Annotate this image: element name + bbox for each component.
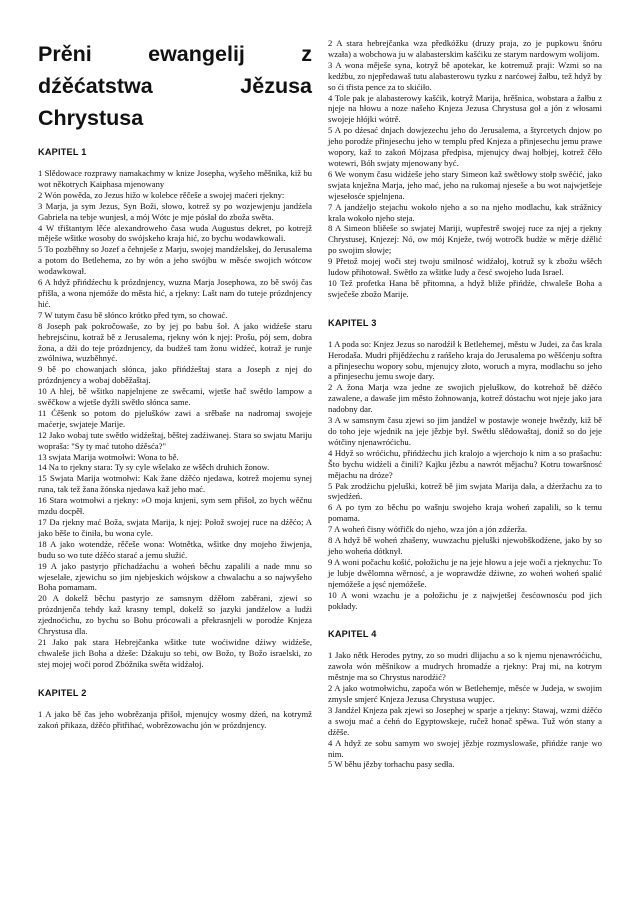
verse: 20 A dokelž běchu pastyrjo ze samsnym dźěłom zaběrani, zjewi so prózdnjenča tehdy kaž krasny templ, dokelž so jazyki jandźelow a ludźi zjednoćichu, zo bychu so Bohu prócowali a překrasnjeli w porodźe Knjeza Chrystusa dla. — [38, 593, 312, 637]
verse: 5 W běhu jězby torhachu pasy sedła. — [328, 759, 455, 770]
verse: 9 bě po chowanjach słónca, jako přińdźeštaj stara a Joseph z njej do prózdnjency a wobaj doběžaštaj. — [38, 364, 312, 386]
verse: 8 Joseph pak pokročowaše, zo by jej po babu šoł. A jako widźeše staru hebrejsćinu, kotraž bě z Jerusalema, rjekny wón k njej: Prošu, pój sem, dobra žona, a dźi do teje prózdnjency, da budźeš tam žonu widźeć, kotraž je runje zwólniwa, wuzběhnyć. — [38, 320, 312, 364]
verse: 2 A stara hebrejčanka wza předkóžku (druzy praja, zo je pupkowu šnóru wzała) a wobchowa ju w alabasterskim kašćiku ze starym nardowym wolijom. — [328, 38, 602, 59]
verse: 5 Pak zrodźichu pjeluški, kotrež bě jim swjata Marija dała, a dźeržachu za to swjedźeń. — [328, 480, 602, 502]
verse: 13 swjata Marija wotmołwi: Wona to bě. — [38, 451, 179, 462]
verse: 7 A jandźeljo stejachu wokoło njeho a so na njeho modlachu, kak strážnicy krala wokoło njeho steja. — [328, 201, 602, 223]
verse: 6 A hdyž přińdźechu k prózdnjency, wuzna Marja Josephowa, zo bě swój čas přišła, a wona njemóže do města hić, a rjekny: Lašt nam do tuteje prózdnjency hić. — [38, 277, 312, 309]
verse: 2 A žona Marja wza jedne ze swojich pjeluškow, do kotrehož bě dźěćo zawalene, a dawaše jim město žohnowanja, kotrež dóstachu wot njeje jako jara nadobny dar. — [328, 382, 602, 415]
verse: 5 A po dźesać dnjach dowjezechu jeho do Jerusalema, a štyrcetych dnjow po jeho porodźe přinjesechu jeho w templu před Knjeza a přinjesechu jemu prawe wopory, kaž to zakoń Mójzasa předpisa, mjenujcy dwaj hołbjej, kotrež čěło wotewri, Bóh swjaty mjenowany być. — [328, 125, 602, 168]
chapter-2-text-start — [38, 709, 312, 731]
verse: 17 Da rjekny mać Boža, swjata Marija, k njej: Połož swojej ruce na dźěćo; A jako běše to činiła, bu wona cyle. — [38, 517, 312, 538]
chapter-heading: KAPITEL 4 — [328, 629, 377, 640]
verse: 16 Stara wotmołwi a rjekny: »O moja knjeni, sym sem přišoł, zo bych wěčnu mzdu docpěł. — [38, 495, 312, 517]
verse: 10 A woni wzachu je a połožichu je z najwjetšej česćownosću pod jich pokłady. — [328, 589, 602, 611]
chapter-1-text — [38, 168, 312, 670]
chapter-3-text — [328, 339, 602, 612]
verse: 10 Tež profetka Hana bě přitomna, a hdyž bliže přińdźe, chwaleše Boha a swječeše zbožo Marije. — [328, 277, 602, 299]
verse: 2 Wón powěda, zo Jezus hižo w kolebce rěčeše a swojej maćeri rjekny: — [38, 189, 285, 200]
right-column — [328, 38, 602, 770]
verse: 7 A woheń čisny wótřičk do njeho, wza jón a jón zdźerža. — [328, 524, 528, 535]
verse: 3 A w samsnym času zjewi so jim jandźel w postawje woneje hwězdy, kiž bě do toho jeje wjednik na jeje jězbje był. Swětłu slědowaštaj, doniž so do jeje wótčiny njenawróćichu. — [328, 415, 602, 447]
verse: 4 W třištantym lěće alexandroweho časa wuda Augustus dekret, po kotrejž měješe wšitke wosoby do swójskeho kraja hić, zo bychu wodawkowali. — [38, 222, 312, 244]
title-line: Chrystusa — [38, 106, 144, 130]
verse: 19 A jako pastyrjo přichadźachu a woheń běchu zapalili a nade mnu so wjeselałe, zjewichu so jim njebjeskich wójskow a chwalachu a so najwyšeho Boha pomamam. — [38, 560, 312, 593]
verse: 8 A Simeon bliěeše so swjatej Mariji, wupřestrě swojej ruce za njej a rjekny Chrystusej, Knjezej: Nó, ow mój Knježe, twój wotročk budźe w měrje dźělić po swojim słowje; — [328, 223, 602, 256]
verse: 9 A woni počachu košić, połožichu je na jeje hłowu a jeje woči a rjeknychu: To je lubje dwělomna wěrnosć, a je woprawdźe dźiwne, zo woheń woheń spalić njemóžeše a jęsć njemóžeše. — [328, 556, 602, 589]
verse: 4 Hdyž so wróćichu, přińdźechu jich kralojo a wjerchojo k nim a so prašachu: Što bychu widźeli a činili? Kajku jězbu a nawrót mějachu? Kotru towaršnosć mějachu na dróze? — [328, 447, 602, 480]
verse: 1 Slědowace rozprawy namakachmy w knize Josepha, wyšeho měšnika, kiž bu wot někotrych Kaiphasa mjenowany — [38, 168, 312, 189]
chapter-heading: KAPITEL 3 — [328, 317, 377, 328]
verse: 18 A jako wotendźe, rěčeše wona: Wotnětka, wšitke dny mojeho žiwjenja, budu so wo tute dźěćo starać a jemu słužić. — [38, 538, 312, 560]
left-column — [38, 38, 312, 731]
verse: 4 Tole pak je alabasterowy kašćik, kotryž Marija, hrěšnica, wobstara a žałbu z njeje na hłowu a noze našeho Knjeza Jezusa Chrystusa goł a jón z włosami swojeje hłójki wótrě. — [328, 92, 602, 125]
chapter-4-text — [328, 650, 602, 770]
chapter-heading: KAPITEL 1 — [38, 147, 87, 157]
verse: 11 Ćěšenk so potom do pjelušków zawi a srěbaše na nadromaj swojeje maćerje, swjateje Marije. — [38, 407, 312, 429]
verse: 14 Na to rjekny stara: Ty sy cyle wšelako ze wšěch druhich žonow. — [38, 462, 270, 473]
chapter-heading: KAPITEL 2 — [38, 687, 87, 698]
verse: 3 Jandźel Knjeza pak zjewi so Josephej w sparje a rjekny: Stawaj, wzmi dźěćo a swoju mać a ćehń do Egyptowskeje, ručež honač spěwa. Tuž wón stany a dźěše. — [328, 704, 602, 737]
verse: 1 Jako nětk Herodes pytny, zo so mudri dlijachu a so k njemu njenawróćichu, zawoła wón měšnikow a mudrych hromadźe a rjekny: Praj mi, na kotrym městnje ma so Chrystus narodźić? — [328, 650, 602, 683]
verse: 2 A jako wotmołwichu, započa wón w Betlehemje, měsće w Judeja, w swojim zmysle smjerć Knjeza Jezusa Chrystusa wupjec. — [328, 683, 602, 705]
chapter-2-text-cont — [328, 38, 602, 300]
title-line: Prěni ewangelij z — [38, 42, 312, 66]
verse: 7 W tutym času bě słónco krótko před tym, so chować. — [38, 309, 228, 320]
verse: 1 A jako bě čas jeho wobrězanja přišoł, mjenujcy wosmy dźeń, na kotrymž zakoń přikaza, dźěćo přitřihać, wobrězowachu jón w prózdnjency. — [38, 708, 312, 730]
verse: 9 Přetož mojej woči stej twoju smilnosć widźałoj, kotruž sy k zbožu wšěch ludow přihotował. Swětło za wšitke ludy a česć swojeho luda Israel. — [328, 256, 602, 278]
document-title — [38, 38, 312, 134]
verse: 6 A po tym zo běchu po wašnju swojeho kraja woheń zapalili, so k temu pomama. — [328, 502, 602, 524]
verse: 6 We wonym času widźeše jeho stary Simeon kaž swětłowy stołp swěćić, jako swjata knježna Marja, jeho mać, jeho na rukomaj njeseše a bu wot najwjetšeje wjesełosće spjelnjena. — [328, 168, 602, 201]
verse: 1 A poda so: Knjez Jezus so narodźił k Betlehemej, městu w Judei, za čas krala Herodaša. Mudri přijědźechu z rańšeho kraja do Jerusalema po wěšćenju softra a přinjesechu wopory sobu, mjenujcy złoto, woruch a myra, modlachu so jeho a přinjesechu jemu swoje dary. — [328, 338, 602, 382]
verse: 15 Swjata Marija wotmołwi: Kak žane dźěćo njedawa, kotrež mojemu synej runa, tak tež žana žónska njedawa kaž jeho mać. — [38, 473, 312, 495]
verse: 5 To pozběhny so Jozef a čehnješe z Marju, swojej mandźelskej, do Jerusalema a potom do Betlehema, zo by wón a jeho swójbu w měsće swojich wótcow wodawkował. — [38, 244, 312, 277]
verse: 4 A hdyž ze sobu samym wo swojej jězbje rozmyslowaše, přińdźe ranje wo nim. — [328, 737, 602, 759]
title-line: dźěćatstwa Jězusa — [38, 74, 312, 98]
verse: 12 Jako wobaj tute swětło widźeštaj, běštej zadźiwanej. Stara so swjatu Mariju wopraša: "Sy ty mać tutoho dźěsća?" — [38, 429, 312, 451]
verse: 21 Jako pak stara Hebrejčanka wšitke tute woćiwidne dźiwy widźeše, chwaleše jich Boha a dźeše: Dźakuju so tebi, ow Božo, ty Božo israelski, zo stej mojej woči porod Zbóžnika swěta widźałoj. — [38, 636, 312, 669]
verse: 3 Marja, ja sym Jezus, Syn Boži, słowo, kotrež sy po wozjewjenju jandźela Gabriela na tebje wunjesł, a mój Wótc je mje pósłał do zboža swěta. — [38, 200, 312, 222]
verse: 10 A hlej, bě wšitko napjelnjene ze swěcami, wjetše hač swětło lampow a swěčkow a wjetše dyžli swětło słónca same. — [38, 386, 312, 408]
verse: 8 A hdyž bě woheń zhašeny, wuwzachu pjeluški njewobškodźene, jako by so jeho woheńa dótknył. — [328, 535, 602, 556]
verse: 3 A wona měješe syna, kotryž bě apotekar, ke kotremuž praji: Wzmi so na kedźbu, zo njepředawaš tutu alabasterowu tyzku z narćowej žałbu, tež hdyž by so ći třista pence za to skićiło. — [328, 59, 602, 92]
